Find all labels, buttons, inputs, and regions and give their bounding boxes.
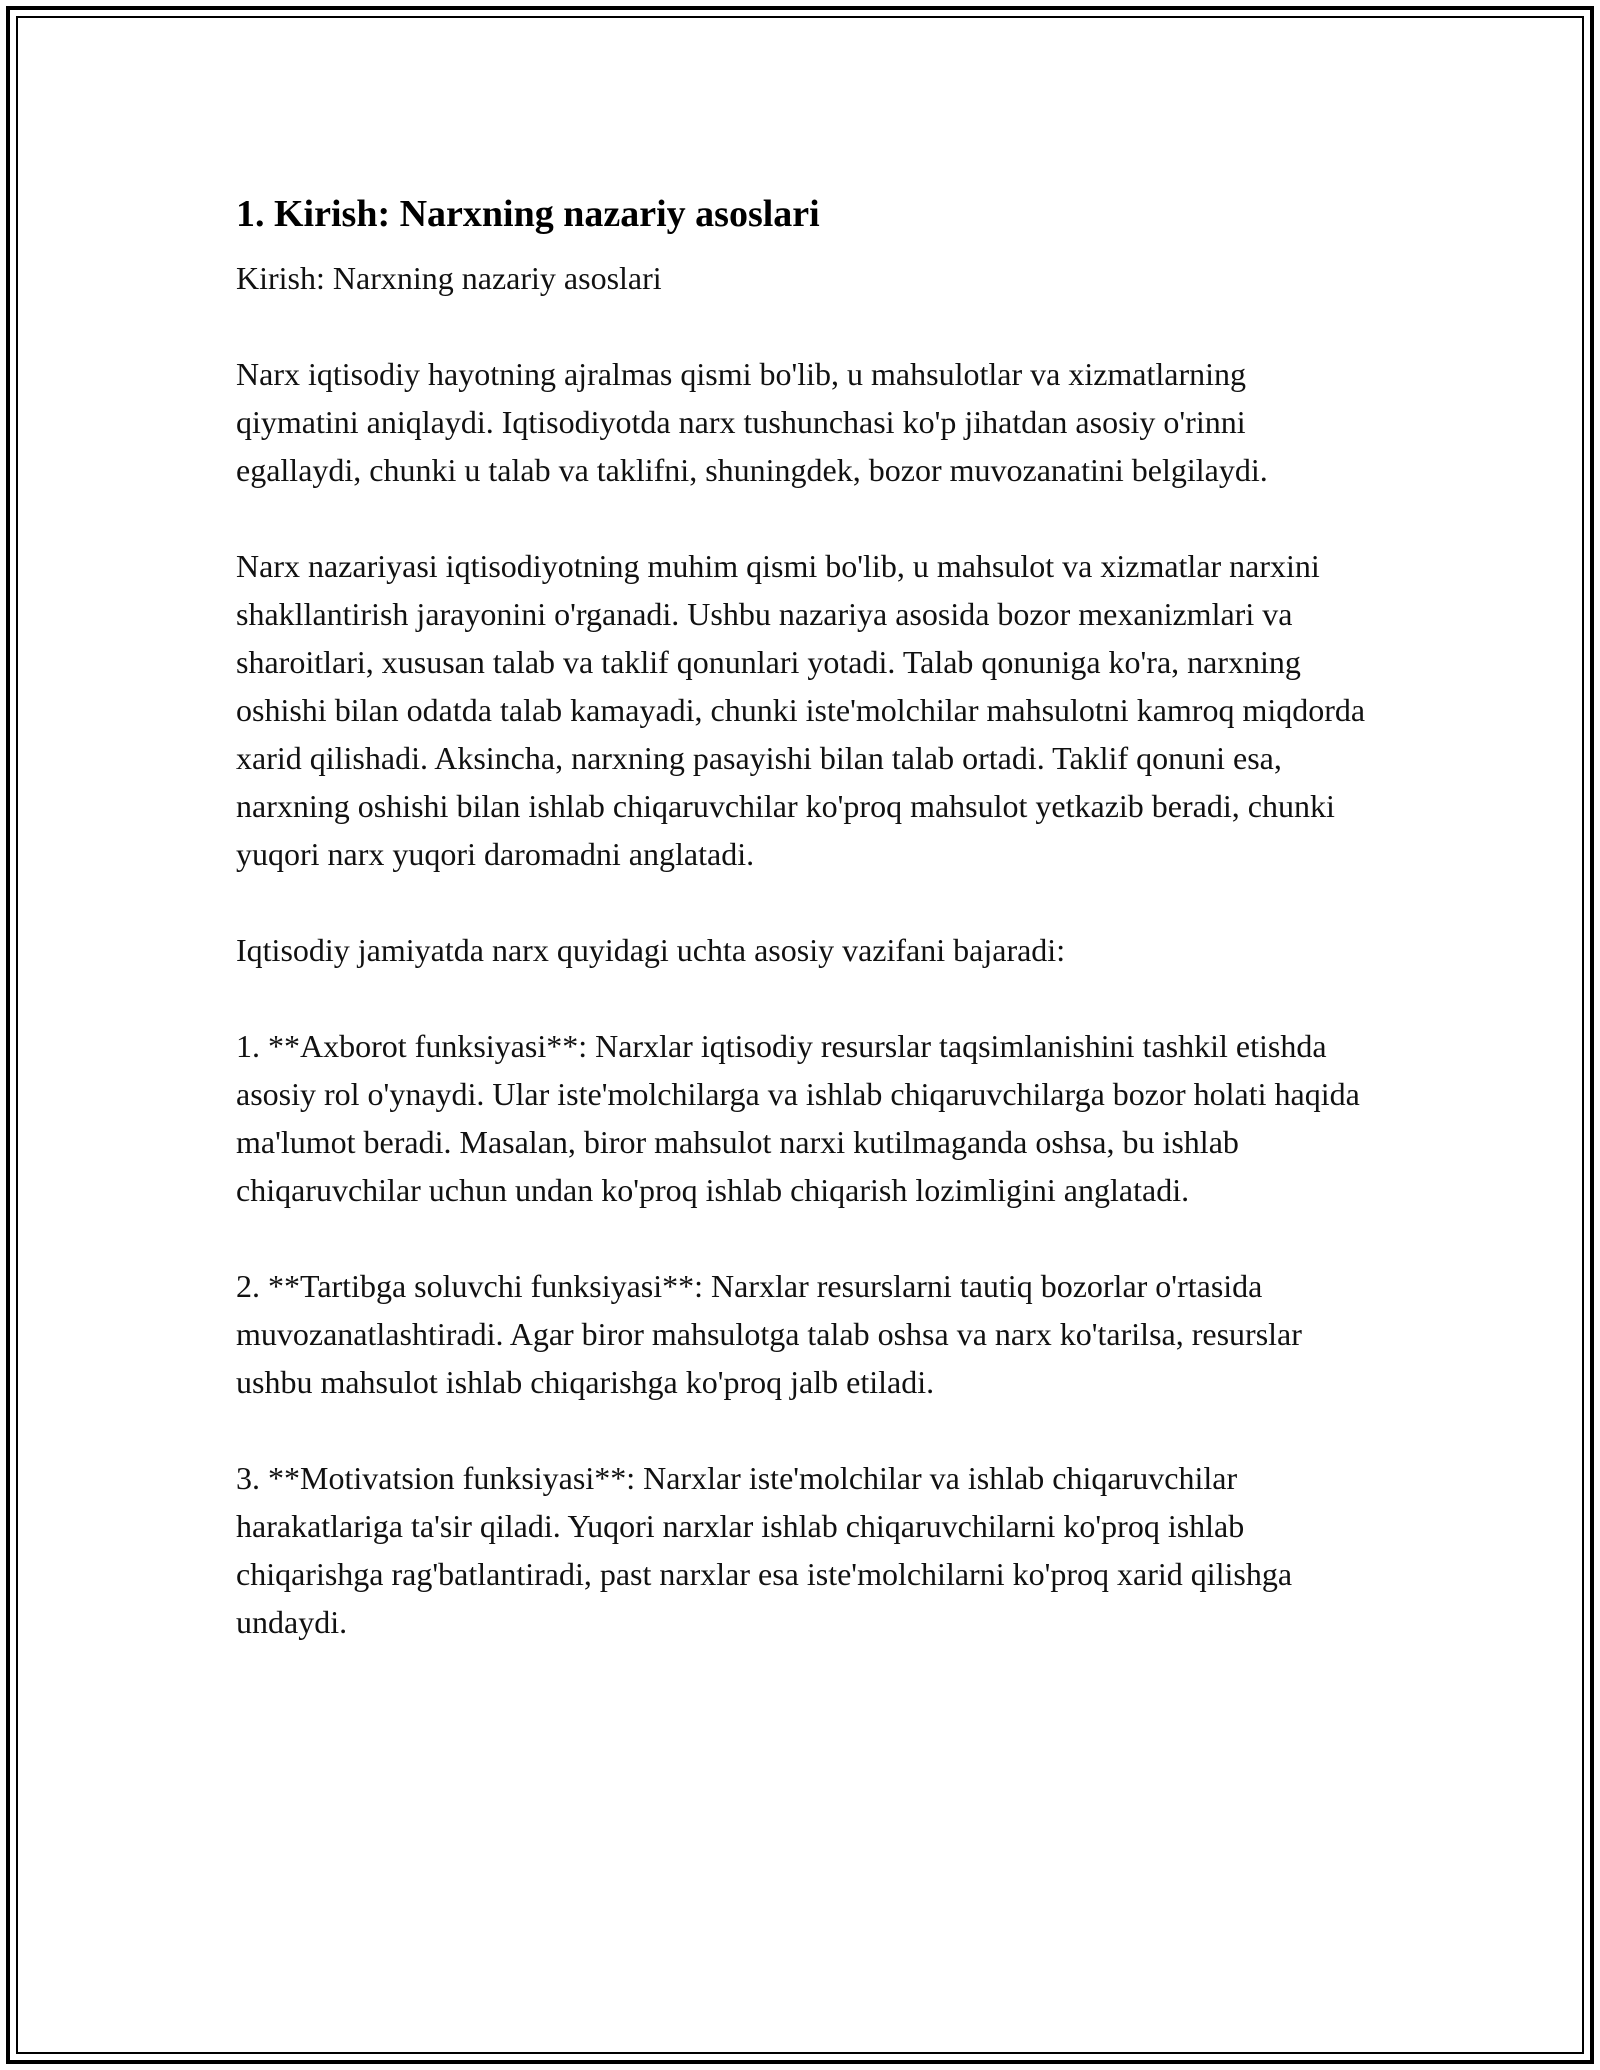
document-body [236,188,1376,1694]
paragraph-functions-intro: Iqtisodiy jamiyatda narx quyidagi uchta asosiy vazifani bajaradi: [236,932,1066,968]
intro-subtitle: Kirish: Narxning nazariy asoslari [236,260,662,296]
paragraph-narx-definition: Narx iqtisodiy hayotning ajralmas qismi bo'lib, u mahsulotlar va xizmatlarning qiymatini aniqlaydi. Iqtisodiyotda narx tushunchasi ko'p jihatdan asosiy o'rinni egallaydi, chunki u talab va taklifni, shuningdek, bozor muvozanatini belgilaydi. [236,356,1268,488]
list-item-information-function: 1. **Axborot funksiyasi**: Narxlar iqtisodiy resurslar taqsimlanishini tashkil etishda asosiy rol o'ynaydi. Ular iste'molchilarga va ishlab chiqaruvchilarga bozor holati haqida ma'lumot beradi. Masalan, biror mahsulot narxi kutilmaganda oshsa, bu ishlab chiqaruvchilar uchun undan ko'proq ishlab chiqarish lozimligini anglatadi. [236,1028,1360,1208]
list-item-motivation-function: 3. **Motivatsion funksiyasi**: Narxlar iste'molchilar va ishlab chiqaruvchilar harakatlariga ta'sir qiladi. Yuqori narxlar ishlab chiqaruvchilarni ko'proq ishlab chiqarishga rag'batlantiradi, past narxlar esa iste'molchilarni ko'proq xarid qilishga undaydi. [236,1460,1293,1640]
paragraph-narx-theory: Narx nazariyasi iqtisodiyotning muhim qismi bo'lib, u mahsulot va xizmatlar narxini shakllantirish jarayonini o'rganadi. Ushbu nazariya asosida bozor mexanizmlari va sharoitlari, xususan talab va taklif qonunlari yotadi. Talab qonuniga ko'ra, narxning oshishi bilan odatda talab kamayadi, chunki iste'molchilar mahsulotni kamroq miqdorda xarid qilishadi. Aksincha, narxning pasayishi bilan talab ortadi. Taklif qonuni esa, narxning oshishi bilan ishlab chiqaruvchilar ko'proq mahsulot yetkazib beradi, chunki yuqori narx yuqori daromadni anglatadi. [236,548,1366,872]
section-heading: 1. Kirish: Narxning nazariy asoslari [236,193,820,235]
list-item-regulating-function: 2. **Tartibga soluvchi funksiyasi**: Narxlar resurslarni tautiq bozorlar o'rtasida muvozanatlashtiradi. Agar biror mahsulotga talab oshsa va narx ko'tarilsa, resurslar ushbu mahsulot ishlab chiqarishga ko'proq jalb etiladi. [236,1268,1302,1400]
